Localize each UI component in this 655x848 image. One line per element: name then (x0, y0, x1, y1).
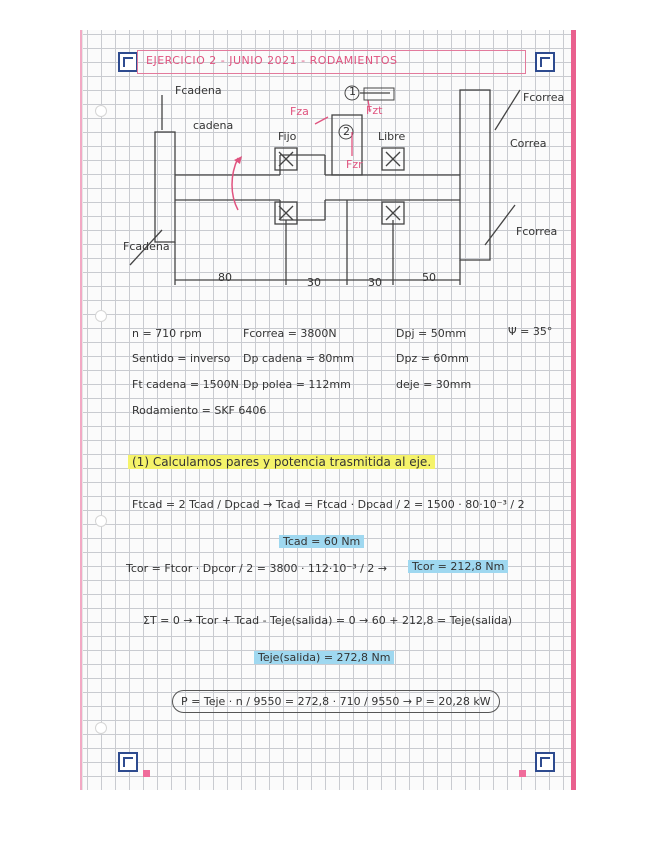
result-teje: Teje(salida) = 272,8 Nm (254, 651, 394, 664)
data-fcadena: Ft cadena = 1500N (132, 378, 239, 391)
label-correa: Correa (510, 137, 547, 150)
data-dpz: Dpz = 60mm (396, 352, 469, 365)
right-pulley (460, 90, 490, 260)
label-fzt: Fzt (366, 104, 383, 117)
page-left-edge (80, 30, 82, 790)
label-fcorrea-right: Fcorrea (523, 91, 565, 104)
data-dpj: Dpj = 50mm (396, 327, 467, 340)
binder-hole (95, 310, 107, 322)
label-fza: Fza (290, 105, 309, 118)
corner-mark-icon (535, 52, 555, 72)
section-heading: (1) Calculamos pares y potencia trasmitida al eje. (128, 455, 435, 469)
binder-hole (95, 722, 107, 734)
data-dp-cadena: Dp cadena = 80mm (243, 352, 354, 365)
label-fzr: Fzr (346, 158, 363, 171)
corner-mark-icon (118, 52, 138, 72)
dimension-50: 50 (422, 271, 436, 284)
result-tcad: Tcad = 60 Nm (279, 535, 364, 548)
corner-mark-icon (535, 752, 555, 772)
shaft-diagram (120, 80, 580, 300)
dimension-30-right: 30 (368, 276, 382, 289)
data-n: n = 710 rpm (132, 327, 202, 340)
data-psi: Ψ = 35° (508, 325, 553, 338)
pink-square-icon (143, 770, 150, 777)
label-fcorrea-bottom: Fcorrea (516, 225, 558, 238)
equation-power: P = Teje · n / 9550 = 272,8 · 710 / 9550 → P = 20,28 kW (172, 690, 500, 713)
page-title: EJERCICIO 2 - JUNIO 2021 - RODAMIENTOS (146, 54, 398, 67)
label-cadena: cadena (193, 119, 234, 132)
equation-sum-torque: ΣT = 0 → Tcor + Tcad - Teje(salida) = 0 → 60 + 212,8 = Teje(salida) (143, 614, 513, 627)
data-dp-polea: Dp polea = 112mm (243, 378, 351, 391)
label-libre: Libre (378, 130, 406, 143)
pink-square-icon (519, 770, 526, 777)
result-tcor: Tcor = 212,8 Nm (408, 560, 508, 573)
title-box (137, 50, 526, 74)
dimension-80: 80 (218, 271, 232, 284)
binder-hole (95, 105, 107, 117)
label-fcadena-bottom: Fcadena (123, 240, 170, 253)
equation-tcad: Ftcad = 2 Tcad / Dpcad → Tcad = Ftcad · Dpcad / 2 = 1500 · 80·10⁻³ / 2 (132, 498, 525, 511)
label-fijo: Fijo (278, 130, 297, 143)
label-fcadena-top: Fcadena (175, 84, 222, 97)
dimension-30-left: 30 (307, 276, 321, 289)
left-sprocket (155, 132, 175, 242)
label-circle-2: 2 (343, 125, 350, 138)
data-deje: deje = 30mm (396, 378, 472, 391)
corner-mark-icon (118, 752, 138, 772)
equation-tcor: Tcor = Ftcor · Dpcor / 2 = 3800 · 112·10⁻³ / 2 → (126, 562, 388, 575)
binder-hole (95, 515, 107, 527)
data-rodamiento: Rodamiento = SKF 6406 (132, 404, 267, 417)
data-fcorrea: Fcorrea = 3800N (243, 327, 337, 340)
label-circle-1: 1 (349, 85, 356, 98)
data-sentido: Sentido = inverso (132, 352, 231, 365)
